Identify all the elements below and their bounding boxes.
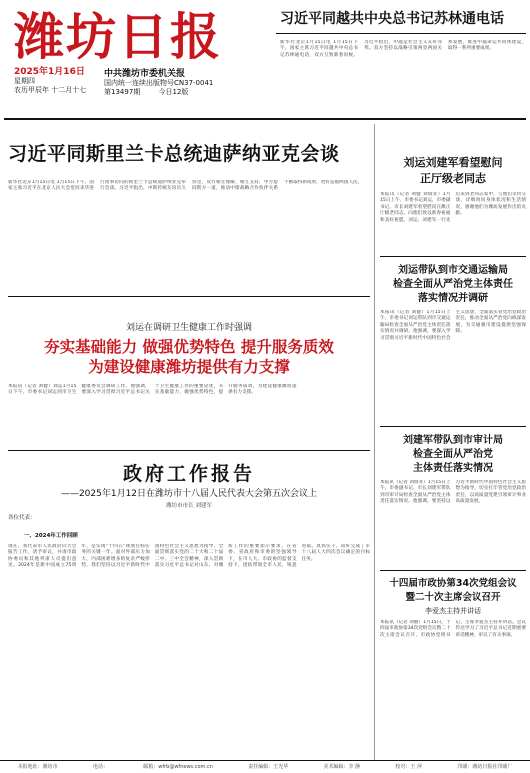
report-subtitle: ——2025年1月12日在潍坊市十八届人民代表大会第五次会议上 (60, 489, 318, 499)
side4-headline-1: 十四届市政协第34次党组会议 (389, 578, 517, 589)
issue-number-line (104, 88, 213, 97)
side1-headline-2: 正厅级老同志 (420, 172, 486, 185)
footer-designer: 美术编辑：李 静 (323, 764, 361, 770)
side4-headline-2: 暨二十次主席会议召开 (405, 592, 501, 603)
report-section-heading: 一、2024年工作回顾 (24, 533, 78, 539)
policy-story-headline-1: 夯实基础能力 做强优势特色 提升服务质效 (44, 338, 334, 356)
report-byline: 潍坊市市长 刘建军 (166, 503, 212, 509)
footer-address: 本报地址：潍坊市 (17, 764, 58, 770)
lunar-date: 农历甲辰年 十二月十七 (14, 86, 87, 94)
side2-body: 本报讯（记者 刘健）1月15日上午，市委书记刘运带队到市交通运输局检查全面从严治党主体责任落实情况并调研。他强调，要深入学习贯彻习近平新时代中国特色社会主义思想，全面落实管党治党政治责任，推动全面从严治党向纵深发展，为交通强市建设提供坚强保障。 (380, 310, 526, 341)
side1-headline-1: 刘运刘建军看望慰问 (403, 156, 503, 169)
top-story-rule (276, 33, 526, 34)
policy-story-headline-2: 为建设健康潍坊提供有力支撑 (88, 358, 290, 376)
policy-story-rule (8, 296, 370, 297)
policy-story-body: 本报讯（记者 刘健）刘运1月15日下午，市委书记刘运到市卫生健康委员会调研工作。他强调，要深入学习贯彻习近平总书记关于卫生健康工作的重要论述，夯实基础能力，做强优势特色，提升服务质效，为建设健康潍坊提供有力支撑。 (8, 384, 297, 396)
policy-story-kicker: 刘运在调研卫生健康工作时强调 (125, 323, 252, 333)
side1-body: 本报讯（记者 刘健 刘瑞亚）1月15日上午，市委书记刘运，市委副书记、市长刘建军看望慰问在潍正厅级老同志，向他们致以新春祝福和美好祝愿。刘运、刘建军一行先后来到老同志家中，与他们亲切交谈，详细询问身体状况和生活情况，感谢他们为潍坊发展作出的贡献。 (380, 192, 526, 223)
page-footer (0, 760, 530, 773)
side3-headline-1: 刘建军带队到市审计局 (403, 435, 503, 446)
lead-story-headline: 习近平同斯里兰卡总统迪萨纳亚克会谈 (8, 143, 340, 165)
report-body: 现在，我代表市人民政府向大会报告工作，请予审议，并请市政协委员和其他列席人员提出意见。2024年是新中国成立75周年，是实现“十四五”规划目标任务的关键一年。面对外部压力加大、内部困难增多的复杂严峻形势，我们坚持以习近平新时代中国特色社会主义思想为指导，全面贯彻落实党的二十大和二十届二中、三中全会精神，深入贯彻落实习近平总书记对山东、对潍坊工作的重要指示要求，在省委、省政府和市委的坚强领导下，在市人大、市政协的监督支持下，团结带领全市人民，锐意进取、真抓实干，较好完成了市十八届人大四次会议确定的目标任务。 (8, 544, 370, 569)
footer-editor: 责任编辑：王光华 (248, 764, 289, 770)
side2-rule (380, 256, 526, 257)
report-headline: 政府工作报告 (122, 463, 255, 485)
top-story-body: 新华社北京1月15日电 1月15日下午，国家主席习近平同越共中央总书记苏林通电话，双方互致新春问候。习近平指出，中越是社会主义友好邻邦。双方坚持以战略引领两党两国关系发展，推进中越命运共同体建设，取得一系列重要成果。 (280, 40, 526, 58)
side3-rule (380, 426, 526, 427)
publisher-block (104, 70, 213, 97)
side3-headline-2: 检查全面从严治党 (413, 449, 493, 460)
issue-date-block (14, 68, 86, 95)
lead-story-body: 新华社北京1月15日电 1月15日下午，国家主席习近平在北京人民大会堂同来华进行国事访问的斯里兰卡总统迪萨纳亚克举行会谈。习近平指出，中斯传统友谊历久弥坚，双方相互理解、相互支持，中方愿同斯方一道，推动中斯战略合作伙伴关系不断取得新成果，更好造福两国人民。 (8, 180, 363, 192)
footer-proofreader: 校对：王 萍 (395, 764, 423, 770)
publisher-org: 中共潍坊市委机关报 (104, 69, 186, 79)
report-rule (8, 450, 370, 451)
issue-weekday: 星期四 (14, 77, 35, 85)
side2-headline-1: 刘运带队到市交通运输局 (398, 265, 508, 276)
footer-print: 印刷：潍坊日报社印刷厂 (457, 764, 513, 770)
side2-headline-3: 落实情况并调研 (418, 293, 488, 304)
masthead-rule (4, 118, 526, 120)
report-intro: 各位代表： (8, 515, 36, 521)
publication-number: 国内统一连续出版物号CN37-0041 (104, 79, 214, 87)
side3-headline-3: 主体责任落实情况 (413, 463, 493, 474)
page-count: 今日12版 (158, 88, 189, 96)
issue-date: 2025年1月16日 (14, 67, 85, 77)
footer-phone: 电话： (92, 764, 108, 770)
newspaper-logo: 潍坊日报 (14, 7, 222, 66)
top-story-headline: 习近平同越共中央总书记苏林通电话 (280, 11, 504, 27)
column-divider (374, 124, 375, 760)
side4-rule (380, 570, 526, 571)
side4-byline: 李爱杰主持并讲话 (425, 607, 481, 615)
footer-email: 邮箱：wfrb@wfnews.com.cn (143, 764, 213, 770)
side2-headline-2: 检查全面从严治党主体责任 (393, 279, 513, 290)
side4-body: 本报讯（记者 刘丽）1月15日，十四届市政协第34次党组会议暨二十次主席会议召开，市政协党组书记、主席李爱杰主持并讲话。会议传达学习了习近平总书记近期重要讲话精神，审议了有关事项。 (380, 620, 526, 638)
side3-body: 本报讯（记者 刘瑞亚）1月15日上午，市委副书记、市长刘建军带队到市审计局检查全面从严治党主体责任落实情况。他强调，要坚持以习近平新时代中国特色社会主义思想为指导，切实扛牢管党治党政治责任，以高质量党建引领审计事业高质量发展。 (380, 480, 526, 505)
masthead (4, 4, 270, 96)
issue-number: 第13497期 (104, 88, 141, 96)
